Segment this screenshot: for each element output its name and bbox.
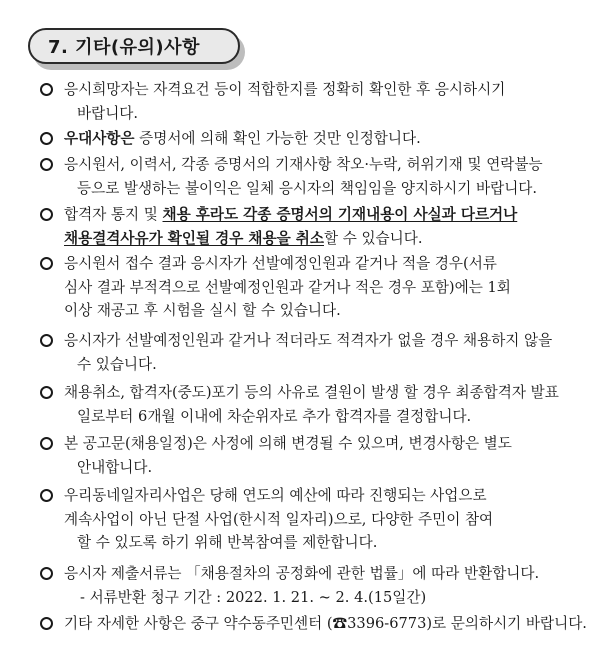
circle-bullet-icon: [40, 208, 53, 221]
list-item: [40, 153, 565, 200]
item-line: 등으로 발생하는 불이익은 일체 응시자의 책임임을 양지하시기 바랍니다.: [77, 179, 538, 197]
item-line: 수 있습니다.: [77, 355, 157, 373]
circle-bullet-icon: [40, 257, 53, 270]
item-emphasis: 채용결격사유가 확인될 경우 채용을 취소: [64, 229, 324, 247]
item-line: 이상 재공고 후 시험을 실시 할 수 있습니다.: [64, 302, 341, 319]
item-line: 응시자가 선발예정인원과 같거나 적더라도 적격자가 없을 경우 채용하지 않을: [64, 332, 553, 349]
item-line: 응시원서 접수 결과 응시자가 선발예정인원과 같거나 적을 경우(서류: [64, 255, 497, 272]
circle-bullet-icon: [40, 567, 53, 580]
list-item: [40, 484, 565, 555]
circle-bullet-icon: [40, 437, 53, 450]
item-emphasis: 채용 후라도 각종 증명서의 기재내용이 사실과 다르거나: [162, 206, 518, 223]
item-line: 응시원서, 이력서, 각종 증명서의 기재사항 착오·누락, 허위기재 및 연락불능: [64, 156, 543, 173]
item-line: 할 수 있습니다.: [323, 229, 423, 247]
circle-bullet-icon: [40, 83, 53, 96]
item-line: 채용취소, 합격자(중도)포기 등의 사유로 결원이 발생 할 경우 최종합격자 발표: [64, 384, 559, 401]
list-item: [40, 329, 565, 376]
item-line: 바랍니다.: [77, 104, 139, 122]
item-line: 응시희망자는 자격요건 등이 적합한지를 정확히 확인한 후 응시하시기: [64, 81, 506, 98]
item-line: 할 수 있도록 하기 위해 반복참여를 제한합니다.: [77, 534, 378, 551]
item-line: 합격자 통지 및: [64, 206, 163, 223]
circle-bullet-icon: [40, 386, 53, 399]
item-line: 본 공고문(채용일정)은 사정에 의해 변경될 수 있으며, 변경사항은 별도: [64, 435, 512, 452]
list-item: [40, 203, 565, 250]
circle-bullet-icon: [40, 334, 53, 347]
item-line: 심사 결과 부적격으로 선발예정인원과 같거나 적은 경우 포함)에는 1회: [64, 278, 511, 296]
section-title: 7. 기타(유의)사항: [48, 37, 200, 58]
list-item: [40, 78, 565, 125]
section-header: [28, 28, 240, 64]
circle-bullet-icon: [40, 132, 53, 145]
list-item: [40, 562, 565, 586]
item-line: 계속사업이 아닌 단절 사업(한시적 일자리)으로, 다양한 주민이 참여: [64, 510, 494, 528]
item-line: 우리동네일자리사업은 당해 연도의 예산에 따라 진행되는 사업으로: [64, 487, 487, 504]
item-line: 일로부터 6개월 이내에 차순위자로 추가 합격자를 결정합니다.: [77, 407, 472, 425]
item-line: 기타 자세한 사항은 중구 약수동주민센터 (☎3396-6773)로 문의하시기 바랍니다.: [64, 615, 587, 632]
list-item: [40, 432, 565, 479]
list-item: [40, 252, 565, 323]
return-period-note: - 서류반환 청구 기간 : 2022. 1. 21. ~ 2. 4.(15일간): [80, 589, 427, 606]
list-item: [40, 127, 565, 151]
item-line: 응시자 제출서류는 「채용절차의 공정화에 관한 법률」에 따라 반환합니다.: [64, 565, 540, 582]
list-item: [40, 612, 587, 636]
item-line: 안내합니다.: [77, 458, 153, 476]
circle-bullet-icon: [40, 617, 53, 630]
item-emphasis: 우대사항은: [64, 130, 135, 147]
circle-bullet-icon: [40, 489, 53, 502]
circle-bullet-icon: [40, 158, 53, 171]
list-item: [40, 381, 565, 428]
item-line: 증명서에 의해 확인 가능한 것만 인정합니다.: [134, 130, 421, 147]
